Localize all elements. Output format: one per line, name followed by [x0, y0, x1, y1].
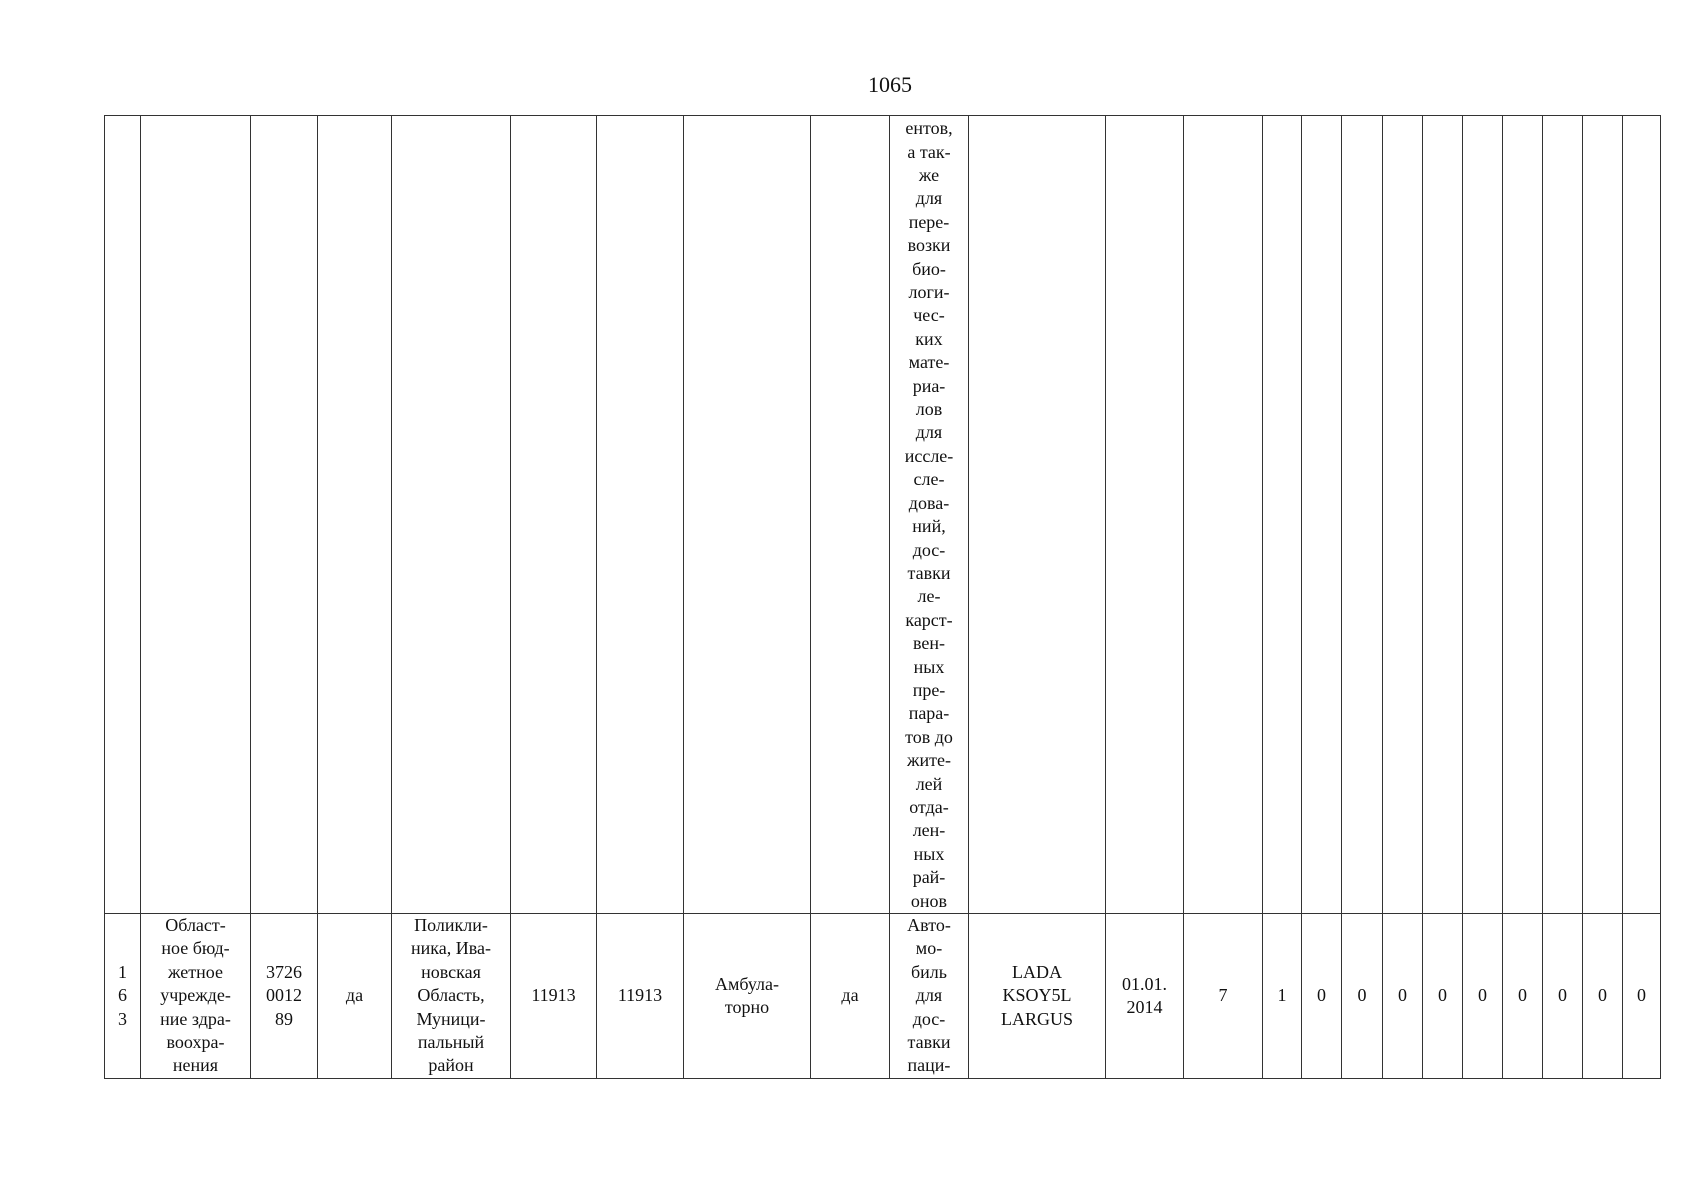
data-table [104, 115, 1661, 1079]
cell-vehicle-model: LADA KSOY5L LARGUS [969, 914, 1106, 1079]
cell-empty [141, 116, 251, 914]
cell-flag: да [318, 914, 392, 1079]
cell-empty [1302, 116, 1342, 914]
cell-empty [684, 116, 811, 914]
cell-empty [1583, 116, 1623, 914]
cell-empty [392, 116, 511, 914]
cell-empty [969, 116, 1106, 914]
cell-empty [1543, 116, 1583, 914]
cell-care-type: Амбула- торно [684, 914, 811, 1079]
cell-value: 0 [1543, 914, 1583, 1079]
cell-value: 0 [1302, 914, 1342, 1079]
cell-value: 0 [1503, 914, 1543, 1079]
table-row-continuation [105, 116, 1661, 914]
cell-empty [811, 116, 890, 914]
cell-value: 0 [1623, 914, 1661, 1079]
cell-row-number: 1 6 3 [105, 914, 141, 1079]
cell-count: 1 [1263, 914, 1302, 1079]
cell-empty [1383, 116, 1423, 914]
cell-date: 01.01. 2014 [1106, 914, 1184, 1079]
cell-empty [1263, 116, 1302, 914]
cell-inn: 3726 0012 89 [251, 914, 318, 1079]
cell-empty [1423, 116, 1463, 914]
cell-subdivision: Поликли- ника, Ива- новская Область, Муници- пальный район [392, 914, 511, 1079]
cell-empty [1342, 116, 1383, 914]
cell-empty [511, 116, 597, 914]
cell-empty [1184, 116, 1263, 914]
cell-empty [251, 116, 318, 914]
cell-empty [1623, 116, 1661, 914]
cell-value: 0 [1383, 914, 1423, 1079]
cell-value: 0 [1423, 914, 1463, 1079]
cell-value: 0 [1342, 914, 1383, 1079]
cell-empty [1503, 116, 1543, 914]
cell-empty [105, 116, 141, 914]
page-number: 1065 [868, 72, 912, 97]
cell-code: 11913 [511, 914, 597, 1079]
cell-empty [318, 116, 392, 914]
cell-empty [1106, 116, 1184, 914]
cell-vehicle-purpose: Авто- мо- биль для дос- тавки паци- [890, 914, 969, 1079]
cell-flag: да [811, 914, 890, 1079]
cell-purpose-continuation: ентов, а так- же для пере- возки био- логи- чес- ких мате- риа- лов для иссле- сле- дова- ний, дос- тавки ле- карст- вен- ных пре- пара- тов до жите- лей отда- лен- ных рай- онов [890, 116, 969, 914]
cell-empty [597, 116, 684, 914]
cell-value: 0 [1583, 914, 1623, 1079]
cell-empty [1463, 116, 1503, 914]
cell-years: 7 [1184, 914, 1263, 1079]
cell-value: 0 [1463, 914, 1503, 1079]
cell-code: 11913 [597, 914, 684, 1079]
cell-organization: Област- ное бюд- жетное учрежде- ние здра- воохра- нения [141, 914, 251, 1079]
table-row [105, 914, 1661, 1079]
